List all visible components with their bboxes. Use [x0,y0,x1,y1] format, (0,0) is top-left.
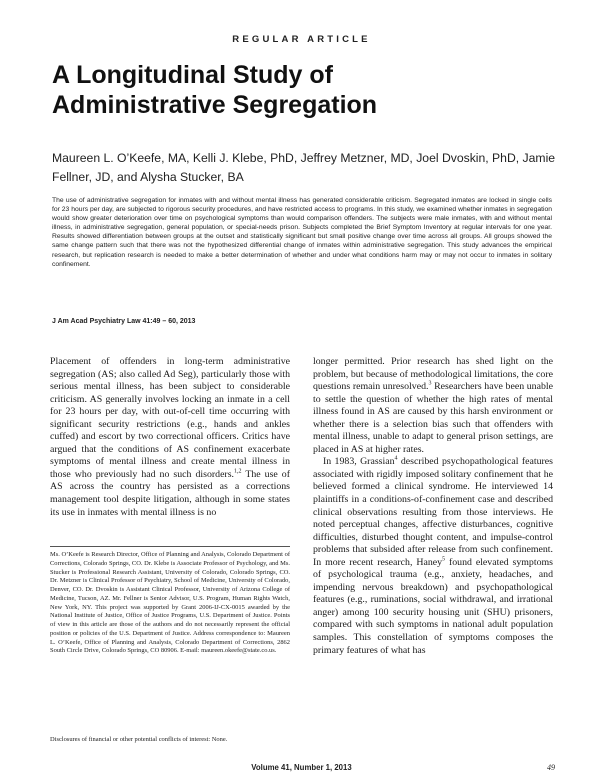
citation-ref: 5 [442,556,446,563]
abstract: The use of administrative segregation for inmates with and without mental illness has generated considerable criticism. Segregated inmates are locked in single cells for 23 hours per day, are subjected to rigorous security procedures, and have restricted access to programs. In this study, we examined whether inmates in segregation would show greater deterioration over time on psychological symptoms than would comparison offenders. The subjects were male inmates, with and without mental illness, in administrative segregation, general population, or special-needs prison. Subjects completed the Brief Symptom Inventory at regular intervals for one year. Results showed differentiation between groups at the outset and statistically significant but small positive change over time across all groups. All groups showed the same change pattern such that there was not the hypothesized differential change of inmates within administrative segregation. This study advances the empirical research, but replication research is needed to make a better determination of whether and under what conditions harm may or may not occur to inmates in solitary confinement. [52,197,552,268]
body-paragraph [313,456,553,657]
paragraph-text: In 1983, Grassian [323,456,395,468]
paragraph-text: Researchers have been unable to settle the question of whether the high rates of mental illness found in AS are caused by this harsh environment or whether there is a selection bias such that offenders with mental illness, unable to adapt to general prison settings, are placed in AS at higher rates. [313,381,553,455]
title-line-2: Administrative Segregation [52,91,378,119]
citation-ref: 4 [394,456,398,463]
journal-volume-footer: Volume 41, Number 1, 2013 [251,763,352,772]
page-number: 49 [547,763,555,772]
citation-ref: 3 [428,380,432,387]
paragraph-text: found elevated symptoms of psychological trauma (e.g., anxiety, headaches, and impending nervous breakdown) and psychopathological features (e.g., ruminations, social withdrawal, and irrational anger) among 100 security housing unit (SHU) prisoners, compared with such symptoms in national adult population samples. This constellation of symptoms composes the primary features of what has [313,556,554,656]
body-column-left [50,356,290,519]
title-line-1: A Longitudinal Study of [52,61,333,89]
paragraph-text: described psychopathological features associated with rigidly imposed solitary confinement that he believed formed a clinical syndrome. He interviewed 14 plaintiffs in a conditions-of-confinement case and described clinical observations resulting from those interviews. He noted perceptual changes, affective disturbances, cognitive difficulties, disturbed thought content, and impulse-control problems that subsided after release from such confinement. In more recent research, Haney [313,456,554,568]
body-paragraph [313,356,553,456]
journal-citation: J Am Acad Psychiatry Law 41:49 – 60, 2013 [52,318,196,325]
paragraph-text: The use of AS across the country has persisted as a corrections management tool despite litigation, although in some states its use in inmates with mental illness is no [50,468,290,518]
author-affiliations-footnote: Ms. O’Keefe is Research Director, Office of Planning and Analysis, Colorado Department of Corrections, Colorado Springs, CO. Dr. Klebe is Associate Professor of Psychology, and Ms. Stucker is Professional Research Assistant, University of Colorado, Colorado Springs, CO. Dr. Metzner is Clinical Professor of Psychiatry, School of Medicine, University of Colorado, Denver, CO. Dr. Dvoskin is Assistant Clinical Professor, University of Arizona College of Medicine, Tucson, AZ. Mr. Fellner is Senior Advisor, U.S. Program, Human Rights Watch, New York, NY. This project was supported by Grant 2006-IJ-CX-0015 awarded by the National Institute of Justice, Office of Justice Programs, U.S. Department of Justice. Points of view in this article are those of the authors and do not necessarily represent the official position or policies of the U.S. Department of Justice. Address correspondence to: Maureen L. O’Keefe, Office of Planning and Analysis, Colorado Department of Corrections, 2862 South Circle Drive, Colorado Springs, CO 80906. E-mail: maureen.okeefe@state.co.us. [50,551,290,655]
footnote-divider [50,546,290,547]
article-title [52,60,572,120]
body-column-right [313,356,553,657]
disclosure-statement: Disclosures of financial or other potential conflicts of interest: None. [50,736,228,743]
article-type-label: REGULAR ARTICLE [232,34,371,45]
body-paragraph [50,356,290,519]
citation-ref: 1,2 [234,468,242,475]
paragraph-text: Placement of offenders in long-term administrative segregation (AS; also called Ad Seg), particularly those with serious mental illness, has been subject to considerable criticism. AS generally involves locking an inmate in a cell for 23 hours per day, with out-of-cell time occurring with significant security restrictions (e.g., hands and ankles cuffed) and escort by two correctional officers. Critics have argued that the conditions of AS confinement exacerbate symptoms of mental illness and create mental illness in those who previously had no such disorders. [50,356,290,480]
paragraph-text: longer permitted. Prior research has shed light on the problem, but because of methodological limitations, the core questions remain unresolved. [313,356,553,393]
author-list: Maureen L. O’Keefe, MA, Kelli J. Klebe, PhD, Jeffrey Metzner, MD, Joel Dvoskin, PhD, Jamie Fellner, JD, and Alysha Stucker, BA [52,151,556,184]
